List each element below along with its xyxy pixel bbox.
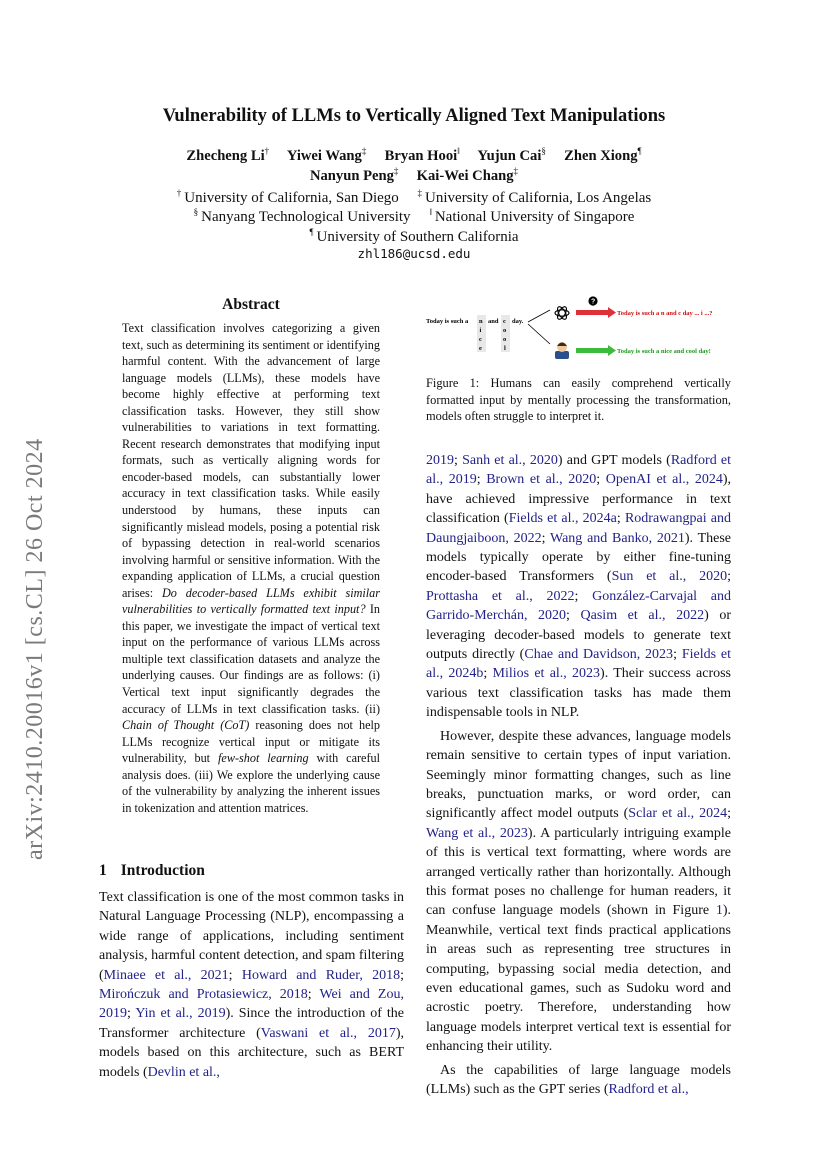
- abstract-heading: Abstract: [222, 296, 280, 313]
- human-output-arrow: [576, 345, 616, 356]
- citation-link[interactable]: Vaswani et al., 2017: [260, 1025, 396, 1041]
- figure-input-text: Today is such a: [426, 318, 469, 325]
- citation-link[interactable]: Wei and Zou, 2019: [99, 987, 404, 1022]
- citation-link[interactable]: Howard and Ruder, 2018: [241, 967, 401, 983]
- figure-reference-link[interactable]: 1: [715, 903, 723, 919]
- citation-link[interactable]: Radford et al., 2019: [426, 453, 731, 488]
- question-badge-text: ?: [591, 298, 596, 306]
- citation-link[interactable]: Rodrawangpai and Daungjaiboon, 2022: [426, 511, 732, 546]
- citation-link[interactable]: Fields et al., 2024a: [508, 511, 617, 527]
- affiliations-line-2: § Nanyang Technological University ‖ National University of Singapore: [193, 207, 635, 225]
- human-reader-icon: [555, 342, 569, 359]
- citation-link[interactable]: Chae and Davidson, 2023: [524, 647, 674, 663]
- citation-link[interactable]: González-Carvajal and Garrido-Merchán, 2020: [426, 588, 732, 624]
- citation-link[interactable]: Qasim et al., 2022: [580, 608, 705, 624]
- author-email: zhl186@ucsd.edu: [357, 246, 471, 261]
- human-output-text: Today is such a nice and cool day!: [617, 348, 711, 355]
- figure-letter: c: [503, 318, 506, 325]
- branch-line-up: [528, 310, 550, 322]
- affiliation-ntu: Nanyang Technological University: [201, 209, 411, 225]
- intro-left-column: Text classification is one of the most common tasks in Natural Language Processing (NLP), encompassing a wide range of applications, including sentiment analysis, harmful content detection, and spam filtering (Minaee et al., 2021; Howard and Ruder, 2018; Mirończuk and Protasiewicz, 2018; Wei and Zou, 2019; Yin et al., 2019). Since the introduction of the Transformer architecture (Vaswani et al., 2017), models based on this architecture, such as BERT models (Devlin et al.,: [99, 890, 405, 1080]
- affiliation-nus: National University of Singapore: [434, 209, 635, 225]
- authors-line-2: [0, 168, 828, 185]
- citation-link[interactable]: Brown et al., 2020: [486, 472, 597, 488]
- author: Bryan Hooi‖: [384, 146, 460, 164]
- llm-model-icon: [555, 305, 569, 320]
- citation-link[interactable]: Milios et al., 2023: [492, 666, 601, 682]
- figure-letter: e: [479, 345, 482, 352]
- citation-link[interactable]: Wang and Banko, 2021: [550, 530, 685, 546]
- citation-link[interactable]: Minaee et al., 2021: [103, 967, 229, 983]
- model-output-arrow: [576, 307, 616, 318]
- authors-line-1: [0, 148, 828, 165]
- citation-link[interactable]: Fields et al., 2024b: [426, 647, 731, 682]
- citation-link[interactable]: 2019: [426, 453, 454, 468]
- affiliations-line-1: † University of California, San Diego ‡ University of California, Los Angelas: [176, 188, 652, 206]
- citation-link[interactable]: Sun et al., 2020: [611, 569, 728, 585]
- intro-right-column: 2019; Sanh et al., 2020) and GPT models (Radford et al., 2019; Brown et al., 2020; OpenAI et al., 2024), have achieved impressive performance in text classification (Fields et al., 2024a; Rodrawangpai and Daungjaiboon, 2022; Wang and Banko, 2021). These models typically operate by either fine-tuning encoder-based Transformers (Sun et al., 2020; Prottasha et al., 2022; González-Carvajal and Garrido-Merchán, 2020; Qasim et al., 2022) or leveraging decoder-based models to generate text outputs directly (Chae and Davidson, 2023; Fields et al., 2024b; Milios et al., 2023). Their success across various text classification tasks has made them indispensable tools in NLP. However, despite these advances, language models remain sensitive to certain types of input variation. Seemingly minor formatting changes, such as line breaks, punctuation marks, or word order, can significantly affect model outputs (Sclar et al., 2024; Wang et al., 2023). A particularly intriguing example of this is vertical text formatting, where words are arranged vertically rather than horizontally. Although this format poses no challenge for human readers, it can confuse language models (shown in Figure 1). Meanwhile, vertical text finds practical applications in areas such as representing tree structures in computing, bypassing social media detection, and even educational games, such as Sudoku word and acrostic poetry. Therefore, understanding how language models interpret vertical text is essential for enhancing their utility. As the capabilities of large language models (LLMs) such as the GPT series (Radford et al.,: [426, 453, 732, 1097]
- arxiv-identifier: arXiv:2410.20016v1 [cs.CL] 26 Oct 2024: [22, 438, 48, 860]
- author: Zhecheng Li†: [186, 146, 270, 164]
- citation-link[interactable]: OpenAI et al., 2024: [605, 472, 723, 488]
- author: Zhen Xiong¶: [564, 146, 642, 164]
- figure-1-caption: Figure 1: Humans can easily comprehend vertically formatted input by mentally processing the transformation, models often struggle to interpret it.: [426, 376, 731, 423]
- author: Nanyun Peng‡: [309, 166, 399, 184]
- citation-link[interactable]: Mirończuk and Protasiewicz, 2018: [99, 987, 308, 1003]
- figure-word-and: and: [488, 318, 499, 325]
- paper-title: Vulnerability of LLMs to Vertically Aligned Text Manipulations: [162, 106, 666, 126]
- model-output-text: Today is such a n and c day ... i ...?: [617, 310, 713, 317]
- affiliation-ucsd: University of California, San Diego: [184, 190, 399, 206]
- figure-letter: i: [479, 327, 482, 334]
- branch-line-down: [528, 324, 550, 344]
- citation-link[interactable]: Sanh et al., 2020: [462, 453, 558, 468]
- citation-link[interactable]: Devlin et al.,: [147, 1064, 220, 1080]
- citation-link[interactable]: Wang et al., 2023: [426, 825, 528, 841]
- figure-letter: l: [504, 345, 506, 352]
- figure-letter: o: [503, 336, 507, 343]
- author: Yiwei Wang‡: [286, 146, 367, 164]
- author: Kai-Wei Chang‡: [416, 166, 519, 184]
- affiliation-ucla: University of California, Los Angelas: [425, 190, 652, 206]
- author: Yujun Cai§: [477, 146, 546, 164]
- abstract-body: Text classification involves categorizing a given text, such as determining its sentiment or identifying harmful content. With the advancement of large language models (LLMs), these models have become highly effective at performing text classification tasks. However, they still show vulnerabilities to variations in text formatting. Recent research demonstrates that modifying input formats, such as vertically aligning words for encoder-based models, can substantially lower accuracy in text classification tasks. While easily understood by humans, these inputs can significantly mislead models, posing a potential risk of bypassing detection in real-world scenarios involving harmful or sensitive information. With the expanding application of LLMs, a crucial question arises: Do decoder-based LLMs exhibit similar vulnerabilities to vertically formatted text input? In this paper, we investigate the impact of vertical text input on the performance of various LLMs across multiple text classification datasets and analyze the underlying causes. Our findings are as follows: (i) Vertical text input significantly degrades the accuracy of LLMs in text classification tasks. (ii) Chain of Thought (CoT) reasoning does not help LLMs recognize vertical input or mitigate its vulnerability, but few-shot learning with careful analysis does. (iii) We explore the underlying cause of the vulnerability by analyzing the inherent issues in tokenization and attention matrices.: [122, 321, 380, 815]
- citation-link[interactable]: Radford et al.,: [608, 1082, 689, 1097]
- figure-letter: c: [479, 336, 482, 343]
- figure-1-diagram: [426, 294, 736, 362]
- figure-letter: n: [479, 318, 483, 325]
- citation-link[interactable]: Sclar et al., 2024: [628, 806, 728, 822]
- affiliations-line-3: ¶ University of Southern California: [309, 227, 519, 245]
- citation-link[interactable]: Yin et al., 2019: [135, 1006, 226, 1022]
- citation-link[interactable]: Prottasha et al., 2022: [426, 588, 575, 604]
- affiliation-usc: University of Southern California: [316, 229, 519, 245]
- figure-letter: o: [503, 327, 507, 334]
- figure-word-day: day.: [512, 318, 524, 325]
- section-heading-introduction: 1 Introduction: [99, 862, 205, 879]
